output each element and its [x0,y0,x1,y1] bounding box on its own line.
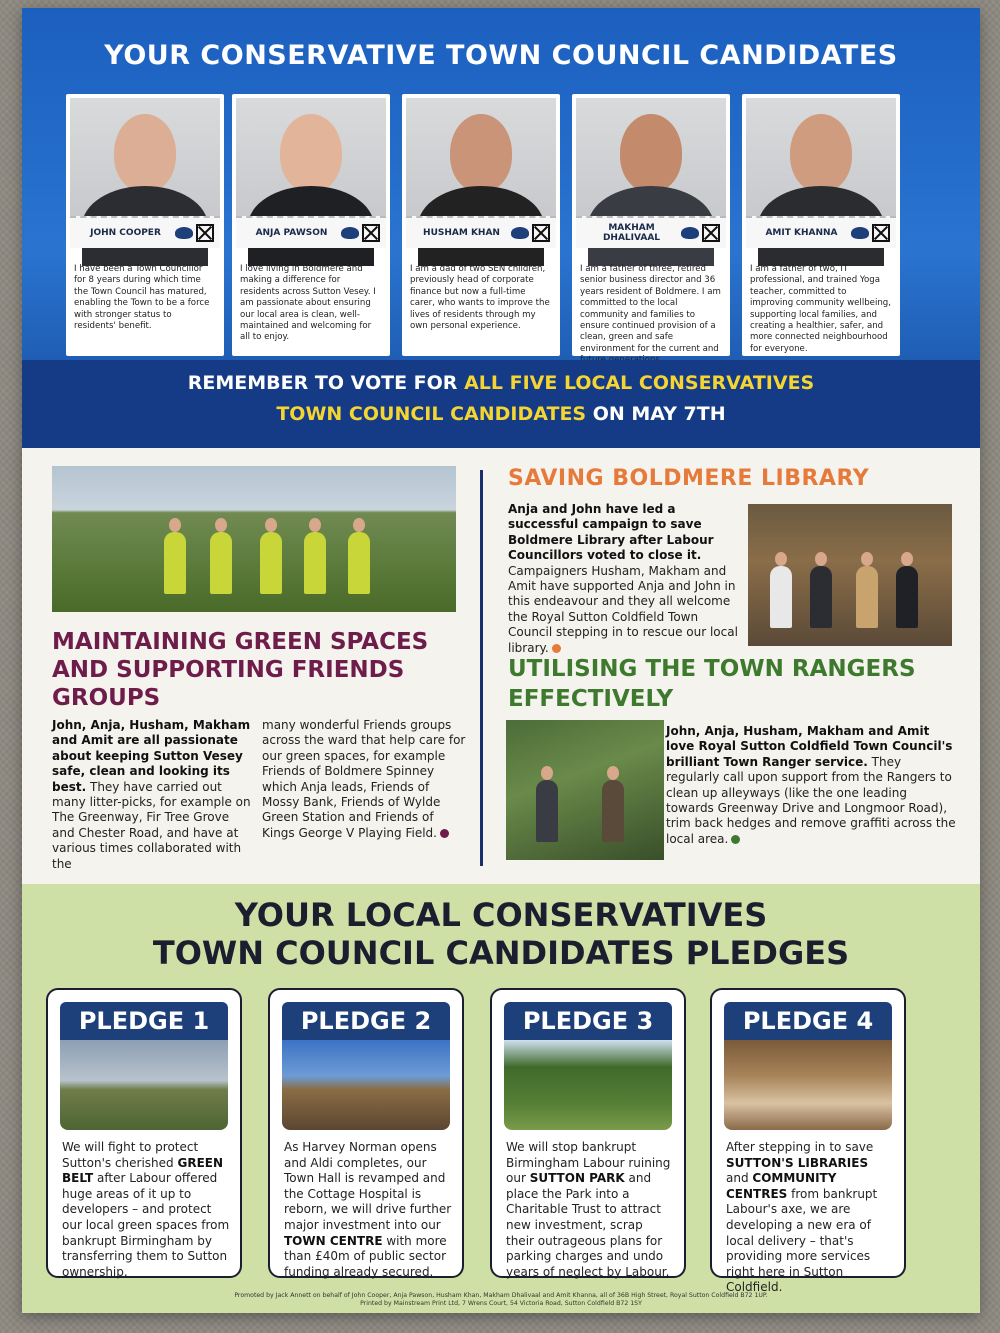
town-centre-photo [282,1040,450,1130]
ballot-cross-icon [702,224,720,242]
candidate-bio: I am a father of two, IT professional, and trained Yoga teacher, committed to improving community wellbeing, supporting local families, and creating a healthier, safer, and more connected neighbourhood for everyone. [750,264,891,354]
candidate-card [402,94,560,356]
tree-logo-icon [175,227,193,239]
ballot-cross-icon [362,224,380,242]
pledge-label: PLEDGE 1 [60,1002,228,1040]
green-spaces-heading: MAINTAINING GREEN SPACES AND SUPPORTING FRIENDS GROUPS [52,629,429,711]
candidate-name: ANJA PAWSON [255,228,328,238]
library-text: Anja and John have led a successful campaign to save Boldmere Library after Labour Councillors voted to close it. Campaigners Husham, Makham and Amit have supported Anja and John in this endeavour and they all welcome the Royal Sutton Coldfield Town Council stepping in to rescue our local library. [508,502,738,655]
candidate-bio: I have been a Town Councillor for 8 years during which time the Town Council has matured, enabling the Town to be a force with stronger status to residents' benefit. [74,264,210,332]
pledge-text: We will stop bankrupt Birmingham Labour ruining our SUTTON PARK and place the Park into a Charitable Trust to attract new investment, scrap their outrageous plans for parking charges and undo years of neglect by Labour. [506,1140,671,1279]
tree-logo-icon [341,227,359,239]
column-divider [480,470,483,866]
candidate-card [742,94,900,356]
ballot-name-bar [576,216,726,248]
candidate-bio: I am a father of three, retired senior business director and 36 years resident of Boldmere. I am committed to the local community and families to ensure continued provision of a clean, green and safe environment for the current and [580,264,721,354]
sutton-park-photo [504,1040,672,1130]
green-spaces-text-col1: John, Anja, Husham, Makham and Amit are all passionate about keeping Sutton Vesey safe, clean and looking its best. They have carried out many litter-picks, for example on The Greenway, Fir Tree Grove and Chester Road, and have at various times collaborated with the [52,718,251,871]
candidate-card [232,94,390,356]
candidate-name: MAKHAM DHALIVAAL [602,223,661,243]
pledge-text: As Harvey Norman opens and Aldi completes, our Town Hall is revamped and the Cottage Hospital is reborn, we will drive further major investment into our TOWN CENTRE with more than £40m of public sector funding already secured. [284,1140,452,1279]
achievements-panel [22,448,980,884]
pledge-card [490,988,686,1278]
ballot-cross-icon [532,224,550,242]
tree-logo-icon [511,227,529,239]
bullet-dot-icon [440,829,449,838]
bullet-dot-icon [731,835,740,844]
ballot-cross-icon [196,224,214,242]
imprint: Promoted by Jack Annett on behalf of John Cooper, Anja Pawson, Husham Khan, Makham Dhalivaal and Amit Khanna, all of 36B High Street, Royal Sutton Coldfield B72 1UP. Printed by Mainstream Print Ltd, 7 Wrens Court, 54 Victoria Road, Sutton Coldfield B72 1SY [234,1292,768,1307]
leaflet [22,8,980,1313]
bullet-dot-icon [552,644,561,653]
pledge-text: After stepping in to save SUTTON'S LIBRARIES and COMMUNITY CENTRES from bankrupt Labour's axe, we are developing a new era of local delivery – that's providing more services right here in Sutton Coldfield. [726,1140,878,1295]
candidates-title: YOUR CONSERVATIVE TOWN COUNCIL CANDIDATES [104,40,898,71]
tree-logo-icon [851,227,869,239]
ballot-cross-icon [872,224,890,242]
pledge-label: PLEDGE 4 [724,1002,892,1040]
pledge-text: We will fight to protect Sutton's cherished GREEN BELT after Labour offered huge areas of it up to developers – and protect our local green spaces from bankrupt Birmingham by transferring them to Sutton ownership. [62,1140,230,1279]
green-spaces-text-col2: many wonderful Friends groups across the ward that help care for our green spaces, for example Friends of Boldmere Spinney which Anja leads, Friends of Mossy Bank, Friends of Wylde Green Station and Friends of Kings George V Playing Field. [262,718,466,840]
pledge-card [268,988,464,1278]
pledge-card [710,988,906,1295]
rangers-heading: UTILISING THE TOWN RANGERS EFFECTIVELY [508,656,916,712]
candidates-panel [22,8,980,448]
pledge-label: PLEDGE 2 [282,1002,450,1040]
library-photo [748,504,952,646]
pledge-label: PLEDGE 3 [504,1002,672,1040]
pledges-title: YOUR LOCAL CONSERVATIVES TOWN COUNCIL CANDIDATES PLEDGES [152,896,850,972]
pledge-card [46,988,242,1278]
green-belt-photo [60,1040,228,1130]
ballot-name-bar [236,216,386,248]
library-heading: SAVING BOLDMERE LIBRARY [508,466,870,491]
candidate-bio: I love living in Boldmere and making a difference for residents across Sutton Vesey. I am passionate about ensuring our local area is clean, well-maintained and welcoming for all to enjoy. [240,264,376,343]
ballot-name-bar [746,216,896,248]
tree-logo-icon [681,227,699,239]
library-children-photo [724,1040,892,1130]
candidate-bio: I am a dad of two SEN children, previously head of corporate finance but now a full-time carer, who wants to improve the lives of residents through my own personal experience. [410,264,550,332]
ballot-name-bar [70,216,220,248]
candidate-card [66,94,224,356]
candidate-card [572,94,730,356]
candidate-name: AMIT KHANNA [765,228,838,238]
candidate-name: JOHN COOPER [90,228,161,238]
candidate-name: HUSHAM KHAN [423,228,500,238]
rangers-text: John, Anja, Husham, Makham and Amit love Royal Sutton Coldfield Town Council's brilliant Town Ranger service. They regularly call upon support from the Rangers to clean up alleyways (like the one leading towards Greenway Drive and Longmoor Road), trim back hedges and remove graffiti across the local area. [666,724,956,846]
remember-to-vote: REMEMBER TO VOTE FOR ALL FIVE LOCAL CONSERVATIVES TOWN COUNCIL CANDIDATES ON MAY 7TH [187,372,815,425]
rangers-selfie-photo [506,720,664,860]
ballot-name-bar [406,216,556,248]
litter-pick-photo [52,466,456,612]
pledges-panel [22,884,980,1313]
